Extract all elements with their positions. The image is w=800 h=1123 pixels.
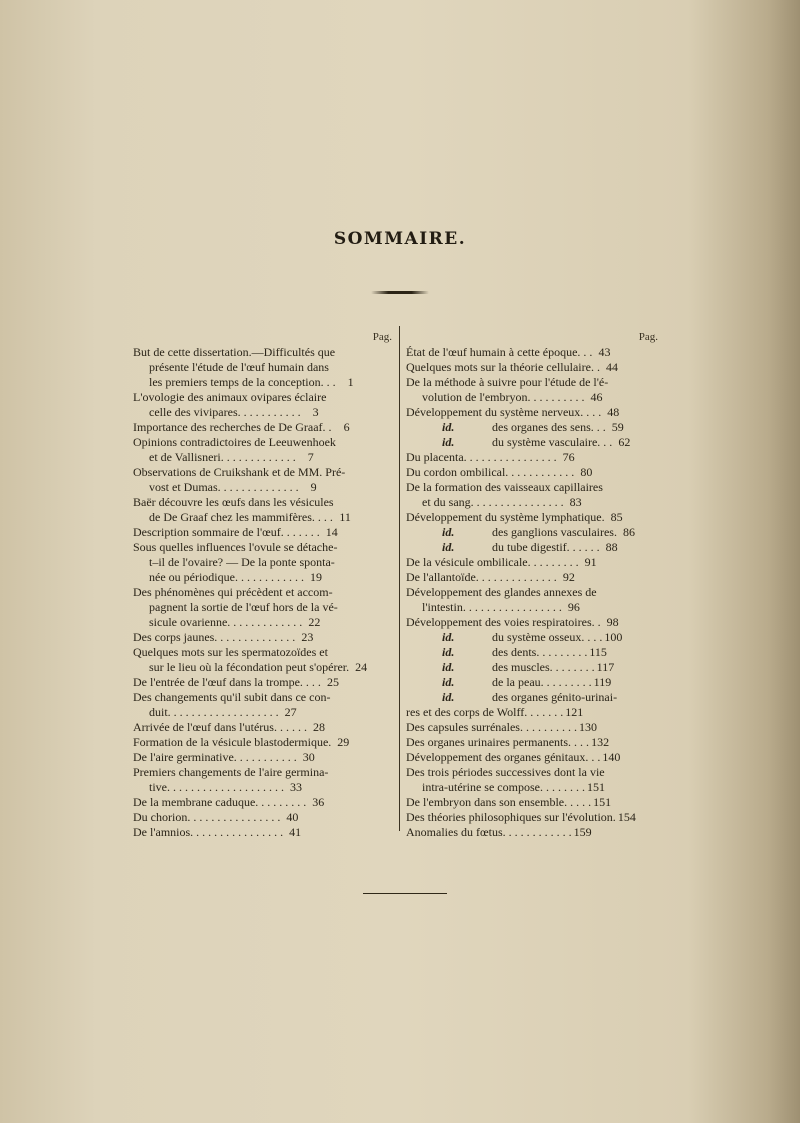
- toc-entry: [406, 765, 658, 795]
- toc-entry: [406, 690, 658, 720]
- toc-entry-line: [133, 420, 392, 435]
- toc-entry: [133, 630, 392, 645]
- toc-entry-line: [406, 675, 658, 690]
- toc-entry-line: [133, 345, 392, 360]
- toc-page-number: 14: [325, 525, 338, 539]
- toc-entry: [406, 795, 658, 810]
- toc-entry-text: celle des vivipares. . . . . . . . . . .: [149, 405, 301, 419]
- toc-page-number: 43: [598, 345, 611, 359]
- toc-entry-text: De l'amnios. . . . . . . . . . . . . . . .: [133, 825, 284, 839]
- toc-page-number: 85: [610, 510, 623, 524]
- toc-page-number: 7: [307, 450, 314, 464]
- toc-entry-text: vost et Dumas. . . . . . . . . . . . . .: [149, 480, 299, 494]
- toc-entry: [406, 555, 658, 570]
- toc-entry-line: [406, 750, 658, 765]
- toc-entry-text: De l'allantoïde. . . . . . . . . . . . . .: [406, 570, 557, 584]
- closing-rule: [363, 893, 447, 894]
- toc-entry-text: des dents. . . . . . . . .: [492, 645, 588, 659]
- toc-entry-id: id.: [442, 675, 455, 689]
- toc-entry: [133, 675, 392, 690]
- toc-page-number: 40: [286, 810, 299, 824]
- toc-page-number: 132: [591, 735, 610, 749]
- toc-entry-text: Premiers changements de l'aire germina-: [133, 765, 329, 779]
- toc-entry: [406, 345, 658, 360]
- toc-entry-text: But de cette dissertation.—Difficultés que: [133, 345, 336, 359]
- toc-entry-line: [406, 615, 658, 630]
- toc-entry-line: [133, 450, 392, 465]
- toc-entry-text: et du sang. . . . . . . . . . . . . . . .: [422, 495, 564, 509]
- toc-entry-text: Baër découvre les œufs dans les vésicules: [133, 495, 334, 509]
- toc-entry-line: [406, 585, 658, 600]
- toc-entry-line: [406, 555, 658, 570]
- toc-entry-text: de la peau. . . . . . . . .: [492, 675, 592, 689]
- pag-header-right: Pag.: [638, 331, 658, 343]
- toc-entry-text: Du placenta. . . . . . . . . . . . . . . .: [406, 450, 557, 464]
- toc-entry-text: volution de l'embryon. . . . . . . . . .: [422, 390, 585, 404]
- toc-entry-line: [133, 585, 392, 600]
- toc-page-number: 24: [355, 660, 368, 674]
- toc-page-number: 91: [584, 555, 597, 569]
- toc-entry: [406, 630, 658, 645]
- toc-entry-id: id.: [442, 420, 455, 434]
- toc-entry-line: [406, 375, 658, 390]
- toc-entry-text: De l'aire germinative. . . . . . . . . . .: [133, 750, 297, 764]
- toc-entry: [406, 525, 658, 540]
- toc-page-number: 30: [302, 750, 315, 764]
- toc-entry-text: du système vasculaire. . .: [492, 435, 613, 449]
- toc-entry-line: [406, 600, 658, 615]
- toc-entry-line: [133, 540, 392, 555]
- toc-entry-text: tive. . . . . . . . . . . . . . . . . . . .: [149, 780, 284, 794]
- toc-entry-text: res et des corps de Wolff. . . . . . .: [406, 705, 564, 719]
- toc-entry-line: [406, 705, 658, 720]
- toc-page-number: 1: [347, 375, 354, 389]
- toc-entry-line: [133, 495, 392, 510]
- toc-entry: [406, 660, 658, 675]
- toc-entry-line: [133, 630, 392, 645]
- toc-page-number: 59: [611, 420, 624, 434]
- toc-entry: [133, 735, 392, 750]
- toc-entry-text: pagnent la sortie de l'œuf hors de la vé-: [149, 600, 338, 614]
- toc-right-column: [406, 330, 658, 840]
- toc-page-number: 9: [310, 480, 317, 494]
- toc-entry-text: Développement du système lymphatique.: [406, 510, 605, 524]
- toc-entry-text: Du chorion. . . . . . . . . . . . . . . .: [133, 810, 281, 824]
- toc-entry-line: [133, 660, 392, 675]
- toc-entry-id: id.: [442, 645, 455, 659]
- toc-entry-text: De l'embryon dans son ensemble. . . . .: [406, 795, 592, 809]
- toc-page-number: 151: [593, 795, 612, 809]
- toc-entry-line: [133, 570, 392, 585]
- toc-entry: [406, 360, 658, 375]
- toc-entry-text: Des organes urinaires permanents. . . .: [406, 735, 590, 749]
- toc-entry-text: des ganglions vasculaires.: [492, 525, 617, 539]
- toc-entry: [133, 810, 392, 825]
- toc-entry: [133, 795, 392, 810]
- toc-entry: [133, 645, 392, 675]
- toc-page-number: 130: [578, 720, 597, 734]
- toc-entry: [133, 585, 392, 630]
- toc-page-number: 62: [618, 435, 631, 449]
- toc-entry-text: Arrivée de l'œuf dans l'utérus. . . . . .: [133, 720, 307, 734]
- toc-entry-line: [133, 465, 392, 480]
- toc-entry-line: [406, 495, 658, 510]
- toc-entry-line: [406, 645, 658, 660]
- toc-entry: [406, 825, 658, 840]
- toc-entry-line: [133, 405, 392, 420]
- toc-entry-text: de De Graaf chez les mammifères. . . .: [149, 510, 333, 524]
- toc-entry-text: Quelques mots sur les spermatozoïdes et: [133, 645, 328, 659]
- toc-entry-line: [406, 780, 658, 795]
- toc-entry-text: Développement des voies respiratoires. .: [406, 615, 601, 629]
- toc-entry: [406, 645, 658, 660]
- toc-page-number: 159: [573, 825, 592, 839]
- toc-entry-line: [406, 510, 658, 525]
- toc-page-number: 28: [312, 720, 325, 734]
- toc-entry: [133, 750, 392, 765]
- toc-page-number: 115: [589, 645, 607, 659]
- toc-entry: [133, 765, 392, 795]
- toc-page-number: 46: [590, 390, 603, 404]
- toc-entry: [406, 720, 658, 735]
- toc-page-number: 100: [604, 630, 623, 644]
- toc-page-number: 96: [567, 600, 580, 614]
- toc-page-number: 25: [326, 675, 339, 689]
- toc-entry-text: et de Vallisneri. . . . . . . . . . . . .: [149, 450, 296, 464]
- toc-entry: [133, 825, 392, 840]
- toc-entry: [133, 435, 392, 465]
- toc-entry-text: Importance des recherches de De Graaf. .: [133, 420, 332, 434]
- toc-page-number: 92: [562, 570, 575, 584]
- toc-entry-line: [406, 570, 658, 585]
- toc-entry: [406, 810, 658, 825]
- toc-entry-line: [133, 615, 392, 630]
- toc-page-number: 80: [580, 465, 593, 479]
- toc-page-number: 27: [284, 705, 297, 719]
- toc-entry-line: [406, 810, 658, 825]
- toc-entry: [133, 465, 392, 495]
- toc-entry: [406, 570, 658, 585]
- toc-entry-id: id.: [442, 690, 455, 704]
- toc-entry: [133, 495, 392, 525]
- toc-entry-line: [133, 390, 392, 405]
- toc-page-number: 29: [337, 735, 350, 749]
- toc-entry-line: [133, 705, 392, 720]
- toc-entry: [406, 540, 658, 555]
- toc-left-entries: [133, 345, 392, 840]
- toc-entry-text: État de l'œuf humain à cette époque. . .: [406, 345, 593, 359]
- toc-entry: [406, 375, 658, 405]
- toc-entry-text: Des phénomènes qui précèdent et accom-: [133, 585, 333, 599]
- toc-entry-line: [406, 795, 658, 810]
- toc-entry-line: [133, 645, 392, 660]
- toc-entry-id: id.: [442, 435, 455, 449]
- toc-entry-line: [406, 345, 658, 360]
- toc-entry-text: t–il de l'ovaire? — De la ponte sponta-: [149, 555, 335, 569]
- toc-entry-line: [133, 510, 392, 525]
- toc-entry-text: Observations de Cruikshank et de MM. Pré-: [133, 465, 346, 479]
- toc-entry-line: [133, 720, 392, 735]
- toc-entry-text: des muscles. . . . . . . .: [492, 660, 595, 674]
- page-title: SOMMAIRE.: [333, 229, 467, 249]
- toc-entry-line: [133, 675, 392, 690]
- toc-page-number: 98: [606, 615, 619, 629]
- toc-entry-text: Des théories philosophiques sur l'évolution.: [406, 810, 616, 824]
- toc-entry-id: id.: [442, 540, 455, 554]
- toc-entry: [406, 405, 658, 420]
- toc-entry-text: du système osseux. . . .: [492, 630, 603, 644]
- toc-entry-line: [133, 375, 392, 390]
- toc-entry-line: [133, 480, 392, 495]
- toc-entry: [133, 525, 392, 540]
- toc-entry-line: [406, 525, 658, 540]
- toc-entry-text: Des capsules surrénales. . . . . . . . . .: [406, 720, 577, 734]
- toc-entry: [133, 720, 392, 735]
- toc-right-entries: [406, 345, 658, 840]
- toc-entry-line: [406, 360, 658, 375]
- toc-entry: [133, 690, 392, 720]
- toc-entry-line: [406, 540, 658, 555]
- toc-entry-line: [406, 660, 658, 675]
- toc-entry-text: De la formation des vaisseaux capillaires: [406, 480, 603, 494]
- toc-entry-line: [406, 630, 658, 645]
- toc-entry-text: De l'entrée de l'œuf dans la trompe. . . .: [133, 675, 321, 689]
- toc-entry-text: présente l'étude de l'œuf humain dans: [149, 360, 329, 374]
- toc-entry-line: [406, 480, 658, 495]
- toc-entry: [406, 585, 658, 615]
- toc-entry-id: id.: [442, 525, 455, 539]
- toc-page-number: 83: [569, 495, 582, 509]
- toc-entry-text: Anomalies du fœtus. . . . . . . . . . . .: [406, 825, 572, 839]
- toc-page-number: 119: [593, 675, 612, 689]
- toc-page-number: 117: [596, 660, 615, 674]
- toc-page-number: 33: [290, 780, 302, 794]
- toc-page-number: 36: [312, 795, 325, 809]
- toc-entry-text: De la méthode à suivre pour l'étude de l'é-: [406, 375, 609, 389]
- toc-entry-line: [406, 465, 658, 480]
- toc-page-number: 41: [289, 825, 302, 839]
- column-divider: [399, 326, 400, 831]
- toc-entry-line: [406, 450, 658, 465]
- toc-entry-line: [406, 825, 658, 840]
- toc-entry: [133, 345, 392, 390]
- toc-entry-text: Description sommaire de l'œuf. . . . . . .: [133, 525, 320, 539]
- toc-page-number: 44: [605, 360, 618, 374]
- toc-page-number: 3: [312, 405, 319, 419]
- toc-page-number: 76: [562, 450, 575, 464]
- toc-page-number: 151: [586, 780, 605, 794]
- toc-entry-line: [406, 720, 658, 735]
- toc-entry: [406, 750, 658, 765]
- toc-left-column: [133, 330, 392, 840]
- toc-entry-line: [406, 765, 658, 780]
- toc-entry-text: Des corps jaunes. . . . . . . . . . . . . .: [133, 630, 296, 644]
- toc-entry: [406, 675, 658, 690]
- toc-entry: [406, 465, 658, 480]
- toc-entry: [406, 420, 658, 435]
- toc-entry-line: [406, 435, 658, 450]
- toc-entry: [406, 435, 658, 450]
- toc-entry-line: [406, 420, 658, 435]
- toc-entry-id: id.: [442, 660, 455, 674]
- toc-entry-id: id.: [442, 630, 455, 644]
- toc-entry-line: [133, 600, 392, 615]
- pag-header-left: Pag.: [372, 331, 392, 343]
- toc-entry-text: De la vésicule ombilicale. . . . . . . . .: [406, 555, 579, 569]
- toc-page-number: 140: [602, 750, 621, 764]
- toc-entry-text: des organes des sens. . .: [492, 420, 606, 434]
- toc-page-number: 121: [565, 705, 584, 719]
- toc-entry-text: sicule ovarienne. . . . . . . . . . . . .: [149, 615, 303, 629]
- toc-entry-text: Développement des glandes annexes de: [406, 585, 597, 599]
- toc-entry: [406, 735, 658, 750]
- toc-entry: [133, 390, 392, 420]
- toc-entry-text: Formation de la vésicule blastodermique.: [133, 735, 332, 749]
- toc-page-number: 19: [309, 570, 322, 584]
- toc-entry: [406, 450, 658, 465]
- toc-entry-line: [133, 795, 392, 810]
- toc-entry-text: les premiers temps de la conception. . .: [149, 375, 336, 389]
- toc-page-number: 154: [617, 810, 636, 824]
- toc-entry-line: [133, 690, 392, 705]
- toc-entry-text: De la membrane caduque. . . . . . . . .: [133, 795, 307, 809]
- toc-entry-text: Des trois périodes successives dont la vie: [406, 765, 605, 779]
- toc-entry-line: [133, 525, 392, 540]
- toc-entry-line: [133, 750, 392, 765]
- toc-entry-line: [133, 360, 392, 375]
- toc-entry-text: née ou périodique. . . . . . . . . . . .: [149, 570, 304, 584]
- toc-entry-line: [133, 735, 392, 750]
- toc-entry-text: Du cordon ombilical. . . . . . . . . . . .: [406, 465, 575, 479]
- toc-entry-text: Développement du système nerveux. . . .: [406, 405, 602, 419]
- toc-entry-line: [133, 555, 392, 570]
- toc-page-number: 22: [308, 615, 321, 629]
- toc-entry: [406, 615, 658, 630]
- toc-entry-text: Opinions contradictoires de Leeuwenhoek: [133, 435, 336, 449]
- toc-entry-text: Développement des organes génitaux. . .: [406, 750, 601, 764]
- toc-page-number: 48: [607, 405, 620, 419]
- toc-entry-line: [133, 765, 392, 780]
- toc-entry-line: [133, 780, 392, 795]
- toc-entry-text: des organes génito-urinai-: [492, 690, 618, 704]
- toc-entry-text: duit. . . . . . . . . . . . . . . . . . .: [149, 705, 279, 719]
- toc-page-number: 23: [301, 630, 314, 644]
- toc-entry-text: L'ovologie des animaux ovipares éclaire: [133, 390, 327, 404]
- toc-entry-text: sur le lieu où la fécondation peut s'opérer.: [149, 660, 350, 674]
- toc-entry: [406, 480, 658, 510]
- toc-entry-line: [406, 735, 658, 750]
- toc-page-number: 86: [622, 525, 635, 539]
- toc-entry-line: [133, 825, 392, 840]
- toc-entry-text: du tube digestif. . . . . .: [492, 540, 600, 554]
- toc-entry-text: intra-utérine se compose. . . . . . . .: [422, 780, 585, 794]
- toc-entry-text: Sous quelles influences l'ovule se détache-: [133, 540, 338, 554]
- title-ornament: [371, 291, 429, 294]
- toc-page-number: 6: [343, 420, 350, 434]
- toc-entry: [133, 420, 392, 435]
- toc-entry-text: Quelques mots sur la théorie cellulaire. .: [406, 360, 600, 374]
- toc-page-number: 88: [605, 540, 618, 554]
- toc-entry-line: [406, 405, 658, 420]
- toc-entry-line: [133, 810, 392, 825]
- toc-entry-text: Des changements qu'il subit dans ce con-: [133, 690, 331, 704]
- toc-entry: [133, 540, 392, 585]
- toc-entry-line: [406, 390, 658, 405]
- toc-entry-text: l'intestin. . . . . . . . . . . . . . . . .: [422, 600, 562, 614]
- toc-entry-line: [133, 435, 392, 450]
- toc-entry: [406, 510, 658, 525]
- toc-entry-line: [406, 690, 658, 705]
- toc-page-number: 11: [339, 510, 351, 524]
